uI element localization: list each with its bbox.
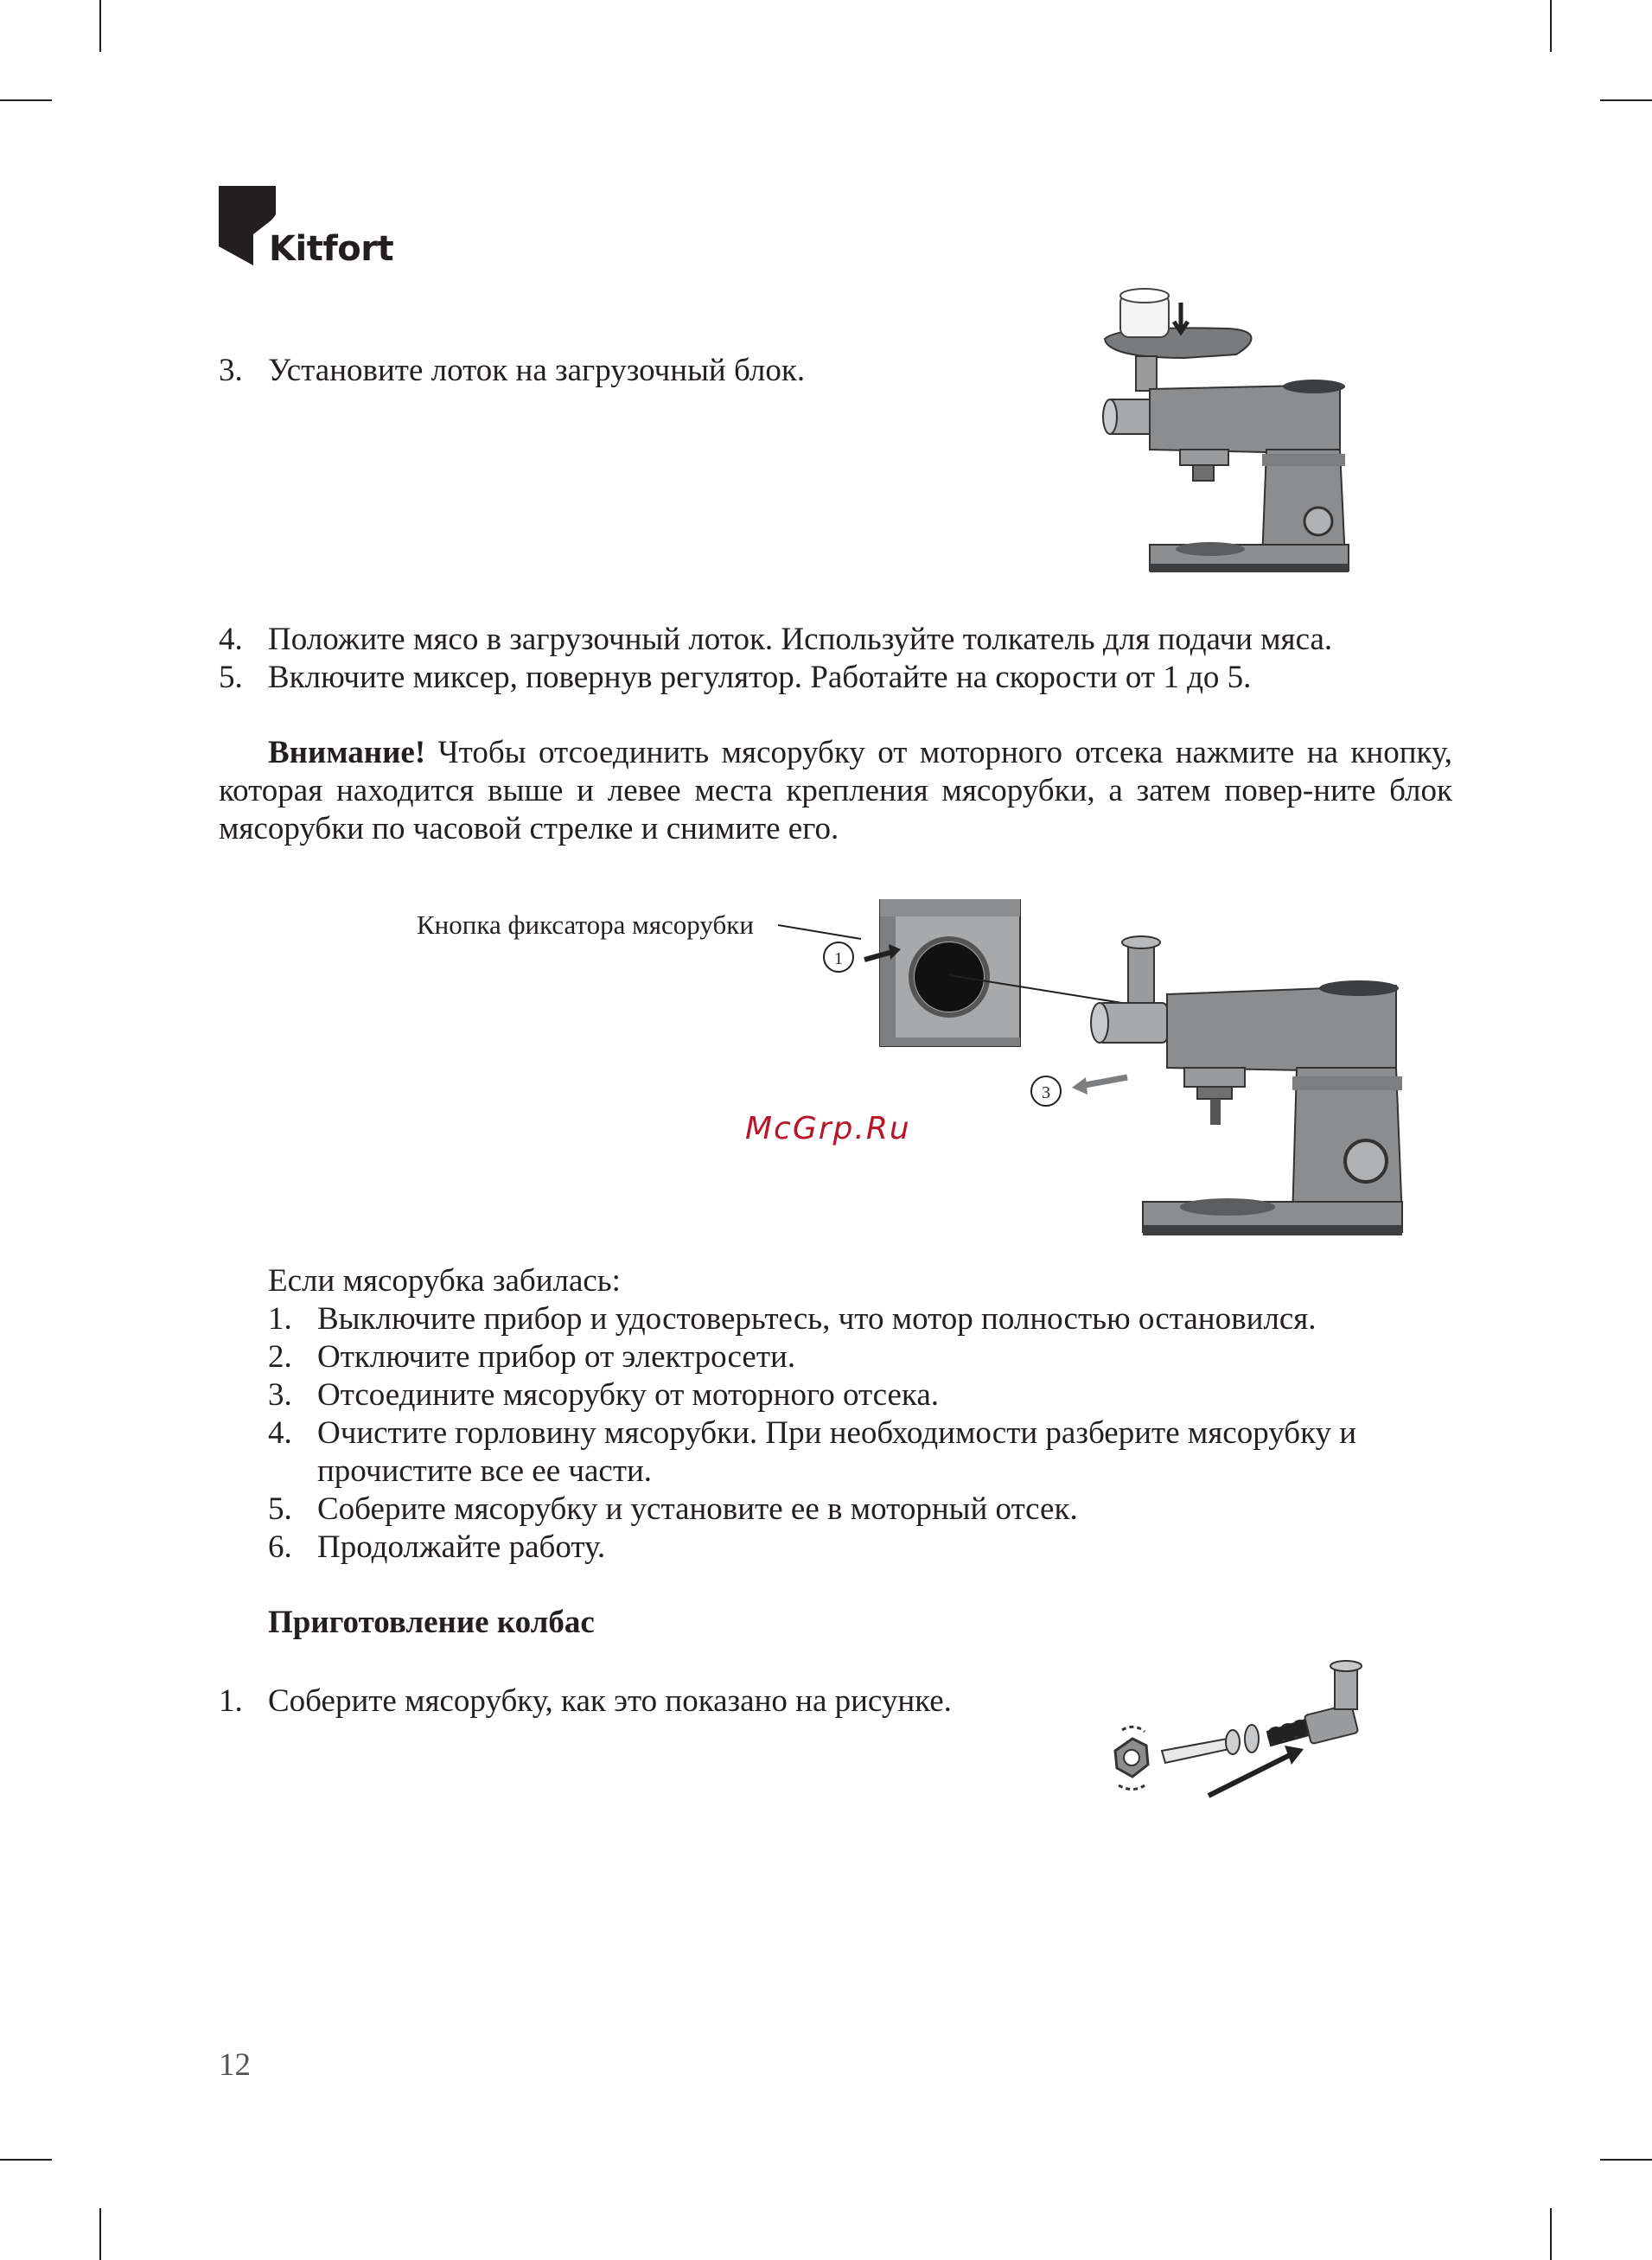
clogged-step-5	[268, 1491, 1078, 1529]
step-text: Соберите мясорубку и установите ее в моторный отсек.	[317, 1491, 1078, 1527]
step-number: 2.	[268, 1339, 292, 1375]
sausage-step-1	[219, 1682, 952, 1721]
clogged-step-6	[268, 1529, 605, 1567]
step-3	[219, 352, 805, 390]
clogged-intro: Если мясорубка забилась:	[268, 1263, 621, 1299]
step-number: 5.	[268, 1491, 292, 1527]
step-number: 4.	[268, 1415, 292, 1451]
marker-3-label: 3	[1042, 1083, 1050, 1102]
step-text: Установите лоток на загрузочный блок.	[268, 353, 806, 388]
step-text: Положите мясо в загрузочный лоток. Используйте толкатель для подачи мяса.	[268, 622, 1333, 657]
warning-label: Внимание!	[268, 735, 426, 770]
step-text: Очистите горловину мясорубки. При необходимости разберите мясорубку и	[317, 1415, 1357, 1451]
clogged-step-3	[268, 1376, 939, 1414]
crop-mark-bottom-right-v	[1550, 2208, 1552, 2260]
step-number: 5.	[219, 660, 243, 695]
crop-mark-top-left-h	[0, 99, 52, 101]
sausage-heading: Приготовление колбас	[268, 1605, 595, 1640]
step-text: Отсоедините мясорубку от моторного отсека.	[317, 1377, 939, 1413]
sausage-assembly-figure	[1107, 1656, 1383, 1829]
page-number: 12	[219, 2047, 251, 2083]
brand-logo	[219, 186, 392, 272]
step-number: 4.	[219, 622, 243, 657]
crop-mark-bottom-left-v	[99, 2208, 101, 2260]
step-text: Включите миксер, повернув регулятор. Работайте на скорости от 1 до 5.	[268, 660, 1252, 695]
watermark: McGrp.Ru	[745, 1111, 911, 1146]
step-text: Выключите прибор и удостоверьтесь, что мотор полностью остановился.	[317, 1301, 1317, 1337]
step-number: 6.	[268, 1529, 292, 1565]
warning-paragraph	[219, 734, 1452, 848]
clogged-step-2	[268, 1338, 795, 1376]
step-number: 3.	[268, 1377, 292, 1413]
clogged-step-4-continued: прочистите все ее части.	[317, 1453, 653, 1489]
crop-mark-top-right-v	[1550, 0, 1552, 52]
step-number: 1.	[219, 1683, 243, 1719]
mixer-with-tray-figure	[1098, 285, 1357, 588]
detach-grinder-figure	[778, 899, 1418, 1245]
step-5	[219, 659, 1251, 697]
warning-text: Чтобы отсоединить мясорубку от моторного отсека нажмите на кнопку, которая находится выше и левее места крепления мясорубки, а затем повер-ните блок мясорубки по часовой стрелке и снимите его.	[219, 735, 1452, 846]
clogged-step-4	[268, 1414, 1452, 1452]
step-text: Соберите мясорубку, как это показано на рисунке.	[268, 1683, 952, 1719]
crop-mark-top-left-v	[99, 0, 101, 52]
crop-mark-top-right-h	[1600, 99, 1652, 101]
crop-mark-bottom-right-h	[1600, 2159, 1652, 2161]
step-4	[219, 621, 1332, 659]
step-text: Продолжайте работу.	[317, 1529, 606, 1565]
step-number: 3.	[219, 353, 243, 388]
clogged-step-1	[268, 1300, 1317, 1338]
step-text: Отключите прибор от электросети.	[317, 1339, 796, 1375]
marker-1-label: 1	[834, 949, 843, 968]
crop-mark-bottom-left-h	[0, 2159, 52, 2161]
lock-button-callout-label: Кнопка фиксатора мясорубки	[417, 910, 754, 940]
brand-wordmark: Kitfort	[269, 229, 394, 269]
step-number: 1.	[268, 1301, 292, 1337]
